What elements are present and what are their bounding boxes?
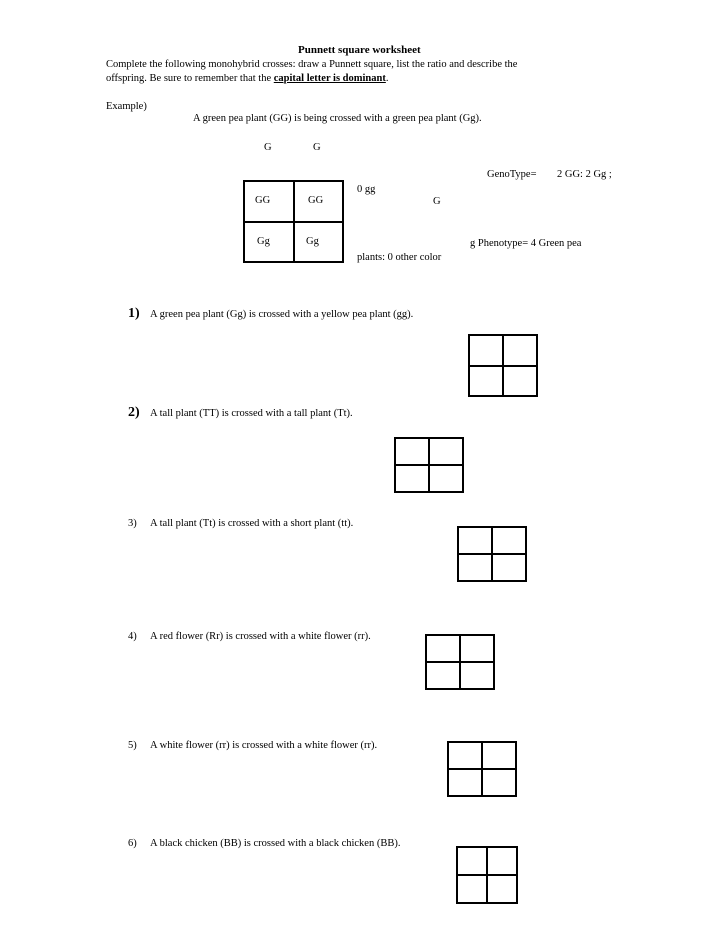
page-title: Punnett square worksheet — [298, 44, 421, 56]
instructions-line-2 — [106, 72, 388, 85]
example-top-allele-1: G — [264, 142, 272, 153]
question-number: 1) — [128, 306, 140, 321]
question-number: 2) — [128, 405, 140, 420]
answer-punnett-square — [468, 334, 538, 397]
phenotype-label: g Phenotype= 4 Green pea — [470, 238, 582, 249]
question-number: 5) — [128, 740, 137, 751]
answer-punnett-square — [447, 741, 517, 797]
grid-line — [427, 661, 493, 663]
grid-line — [470, 365, 536, 367]
answer-punnett-square — [394, 437, 464, 493]
instructions-text: offspring. Be sure to remember that the — [106, 73, 274, 84]
question-text: A black chicken (BB) is crossed with a black chicken (BB). — [150, 838, 401, 849]
example-description: A green pea plant (GG) is being crossed with a green pea plant (Gg). — [193, 113, 482, 124]
punnett-cell: GG — [255, 195, 271, 206]
answer-punnett-square — [425, 634, 495, 690]
answer-punnett-square — [457, 526, 527, 582]
instructions-line-1: Complete the following monohybrid crosses: draw a Punnett square, list the ratio and describe the — [106, 59, 518, 70]
punnett-cell: Gg — [306, 236, 319, 247]
example-label: Example) — [106, 101, 147, 112]
example-top-allele-2: G — [313, 142, 321, 153]
grid-line — [449, 768, 515, 770]
instructions-period: . — [385, 73, 389, 84]
question-number: 3) — [128, 518, 137, 529]
grid-line — [245, 221, 342, 223]
question-number: 4) — [128, 631, 137, 642]
phenotype-continued: plants: 0 other color — [357, 252, 442, 263]
question-text: A red flower (Rr) is crossed with a white flower (rr). — [150, 631, 371, 642]
punnett-cell: Gg — [257, 236, 270, 247]
genotype-zero-gg: 0 gg — [357, 184, 376, 195]
grid-line — [396, 464, 462, 466]
example-punnett-square — [243, 180, 344, 263]
genotype-label: GenoType= — [487, 169, 537, 180]
question-text: A white flower (rr) is crossed with a white flower (rr). — [150, 740, 378, 751]
answer-punnett-square — [456, 846, 518, 904]
example-side-allele: G — [433, 196, 441, 207]
punnett-cell: GG — [308, 195, 324, 206]
grid-line — [458, 874, 516, 876]
grid-line — [459, 553, 525, 555]
question-text: A tall plant (TT) is crossed with a tall plant (Tt). — [150, 408, 353, 419]
question-text: A green pea plant (Gg) is crossed with a yellow pea plant (gg). — [150, 309, 414, 320]
dominance-emphasis: capital letter is dominant — [273, 73, 386, 84]
question-text: A tall plant (Tt) is crossed with a short plant (tt). — [150, 518, 354, 529]
genotype-value: 2 GG: 2 Gg ; — [557, 169, 612, 180]
question-number: 6) — [128, 838, 137, 849]
